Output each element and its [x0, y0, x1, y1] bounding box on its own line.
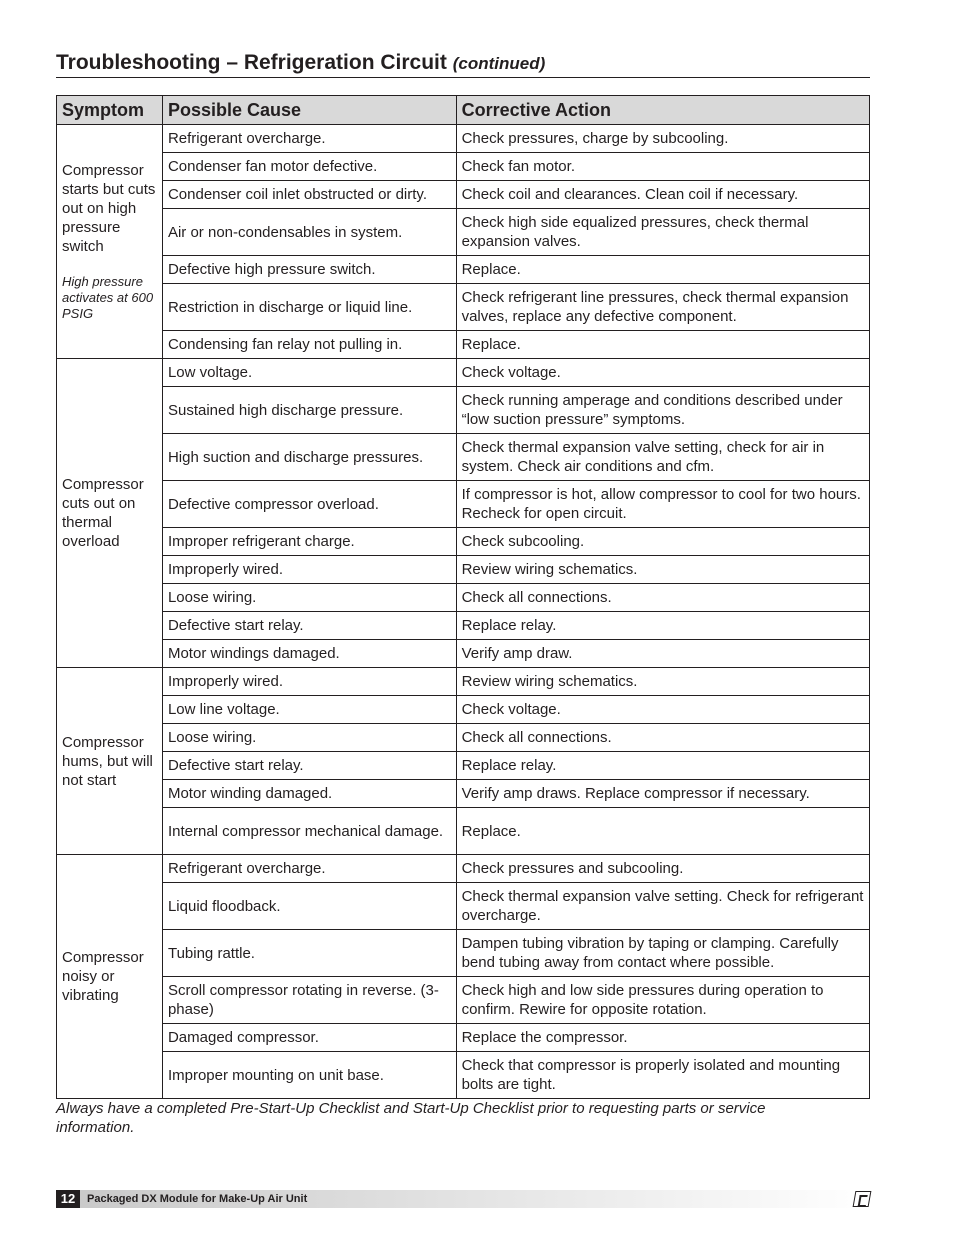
corrective-action-cell: Review wiring schematics. — [456, 556, 869, 584]
corrective-action-cell: Review wiring schematics. — [456, 668, 869, 696]
corrective-action-cell: Check voltage. — [456, 696, 869, 724]
symptom-text: Compressor cuts out on thermal overload — [62, 476, 144, 550]
page-number: 12 — [56, 1190, 80, 1208]
corrective-action-cell: Replace relay. — [456, 612, 869, 640]
table-row — [57, 883, 870, 930]
symptom-cell — [57, 668, 163, 855]
possible-cause-cell: Air or non-condensables in system. — [162, 209, 456, 256]
symptom-cell — [57, 125, 163, 359]
possible-cause-cell: Condenser fan motor defective. — [162, 153, 456, 181]
possible-cause-cell: Defective compressor overload. — [162, 481, 456, 528]
table-row — [57, 930, 870, 977]
symptom-cell — [57, 855, 163, 1099]
table-header-row — [57, 96, 870, 125]
table-row — [57, 1024, 870, 1052]
table-row — [57, 256, 870, 284]
possible-cause-cell: Improper refrigerant charge. — [162, 528, 456, 556]
corrective-action-cell: Replace. — [456, 256, 869, 284]
table-row — [57, 808, 870, 855]
corrective-action-cell: Check running amperage and conditions described under “low suction pressure” symptoms. — [456, 387, 869, 434]
possible-cause-cell: Internal compressor mechanical damage. — [162, 808, 456, 855]
footer-doc-title: Packaged DX Module for Make-Up Air Unit — [87, 1193, 308, 1205]
table-row — [57, 331, 870, 359]
page-title — [56, 50, 870, 78]
table-row — [57, 387, 870, 434]
table-row — [57, 640, 870, 668]
possible-cause-cell: Loose wiring. — [162, 584, 456, 612]
corrective-action-cell: Check fan motor. — [456, 153, 869, 181]
table-row — [57, 556, 870, 584]
table-body — [57, 125, 870, 1099]
table-row — [57, 584, 870, 612]
possible-cause-cell: Low line voltage. — [162, 696, 456, 724]
possible-cause-cell: Improperly wired. — [162, 668, 456, 696]
possible-cause-cell: Defective start relay. — [162, 612, 456, 640]
header-possible-cause: Possible Cause — [162, 96, 456, 125]
possible-cause-cell: Improperly wired. — [162, 556, 456, 584]
table-row — [57, 153, 870, 181]
corrective-action-cell: Check high and low side pressures during operation to confirm. Rewire for opposite rotation. — [456, 977, 869, 1024]
possible-cause-cell: Scroll compressor rotating in reverse. (3-phase) — [162, 977, 456, 1024]
table-row — [57, 125, 870, 153]
symptom-text: Compressor starts but cuts out on high pressure switch — [62, 162, 156, 255]
corrective-action-cell: Replace the compressor. — [456, 1024, 869, 1052]
table-row — [57, 696, 870, 724]
corrective-action-cell: Check subcooling. — [456, 528, 869, 556]
page-title-suffix: (continued) — [452, 54, 546, 73]
possible-cause-cell: High suction and discharge pressures. — [162, 434, 456, 481]
corrective-action-cell: Check pressures, charge by subcooling. — [456, 125, 869, 153]
corrective-action-cell: Replace. — [456, 808, 869, 855]
corrective-action-cell: Dampen tubing vibration by taping or clamping. Carefully bend tubing away from contact where possible. — [456, 930, 869, 977]
possible-cause-cell: Motor windings damaged. — [162, 640, 456, 668]
possible-cause-cell: Condenser coil inlet obstructed or dirty. — [162, 181, 456, 209]
symptom-text: Compressor hums, but will not start — [62, 733, 153, 789]
possible-cause-cell: Loose wiring. — [162, 724, 456, 752]
table-row — [57, 481, 870, 528]
corrective-action-cell: Check that compressor is properly isolated and mounting bolts are tight. — [456, 1052, 869, 1099]
header-corrective-action: Corrective Action — [456, 96, 869, 125]
footnote: Always have a completed Pre-Start-Up Checklist and Start-Up Checklist prior to requesting parts or service information. — [56, 1100, 766, 1136]
table-row — [57, 855, 870, 883]
table-row — [57, 977, 870, 1024]
table-row — [57, 284, 870, 331]
page-footer — [56, 1190, 870, 1208]
possible-cause-cell: Damaged compressor. — [162, 1024, 456, 1052]
possible-cause-cell: Tubing rattle. — [162, 930, 456, 977]
table-row — [57, 434, 870, 481]
corrective-action-cell: Check all connections. — [456, 724, 869, 752]
corrective-action-cell: Check voltage. — [456, 359, 869, 387]
corrective-action-cell: Check thermal expansion valve setting. Check for refrigerant overcharge. — [456, 883, 869, 930]
corrective-action-cell: Check coil and clearances. Clean coil if necessary. — [456, 181, 869, 209]
corrective-action-cell: Check thermal expansion valve setting, check for air in system. Check air conditions and cfm. — [456, 434, 869, 481]
corrective-action-cell: Check pressures and subcooling. — [456, 855, 869, 883]
possible-cause-cell: Sustained high discharge pressure. — [162, 387, 456, 434]
table-row — [57, 612, 870, 640]
possible-cause-cell: Refrigerant overcharge. — [162, 125, 456, 153]
table-row — [57, 724, 870, 752]
table-row — [57, 209, 870, 256]
possible-cause-cell: Liquid floodback. — [162, 883, 456, 930]
symptom-cell — [57, 359, 163, 668]
possible-cause-cell: Restriction in discharge or liquid line. — [162, 284, 456, 331]
corrective-action-cell: Check all connections. — [456, 584, 869, 612]
table-row — [57, 668, 870, 696]
table-row — [57, 780, 870, 808]
possible-cause-cell: Defective start relay. — [162, 752, 456, 780]
corrective-action-cell: Check refrigerant line pressures, check thermal expansion valves, replace any defective component. — [456, 284, 869, 331]
corrective-action-cell: Verify amp draws. Replace compressor if necessary. — [456, 780, 869, 808]
table-row — [57, 181, 870, 209]
table-row — [57, 359, 870, 387]
table-row — [57, 752, 870, 780]
possible-cause-cell: Condensing fan relay not pulling in. — [162, 331, 456, 359]
corrective-action-cell: Verify amp draw. — [456, 640, 869, 668]
symptom-note: High pressure activates at 600 PSIG — [62, 274, 154, 321]
possible-cause-cell: Defective high pressure switch. — [162, 256, 456, 284]
corrective-action-cell: Replace relay. — [456, 752, 869, 780]
table-row — [57, 528, 870, 556]
corrective-action-cell: Check high side equalized pressures, check thermal expansion valves. — [456, 209, 869, 256]
corrective-action-cell: If compressor is hot, allow compressor to cool for two hours. Recheck for open circuit. — [456, 481, 869, 528]
possible-cause-cell: Improper mounting on unit base. — [162, 1052, 456, 1099]
troubleshooting-table — [56, 95, 870, 1099]
possible-cause-cell: Refrigerant overcharge. — [162, 855, 456, 883]
possible-cause-cell: Motor winding damaged. — [162, 780, 456, 808]
brand-logo-icon — [853, 1191, 872, 1207]
header-symptom: Symptom — [57, 96, 163, 125]
symptom-text: Compressor noisy or vibrating — [62, 949, 144, 1004]
page-title-text: Troubleshooting – Refrigeration Circuit — [56, 51, 447, 74]
table-row — [57, 1052, 870, 1099]
possible-cause-cell: Low voltage. — [162, 359, 456, 387]
corrective-action-cell: Replace. — [456, 331, 869, 359]
